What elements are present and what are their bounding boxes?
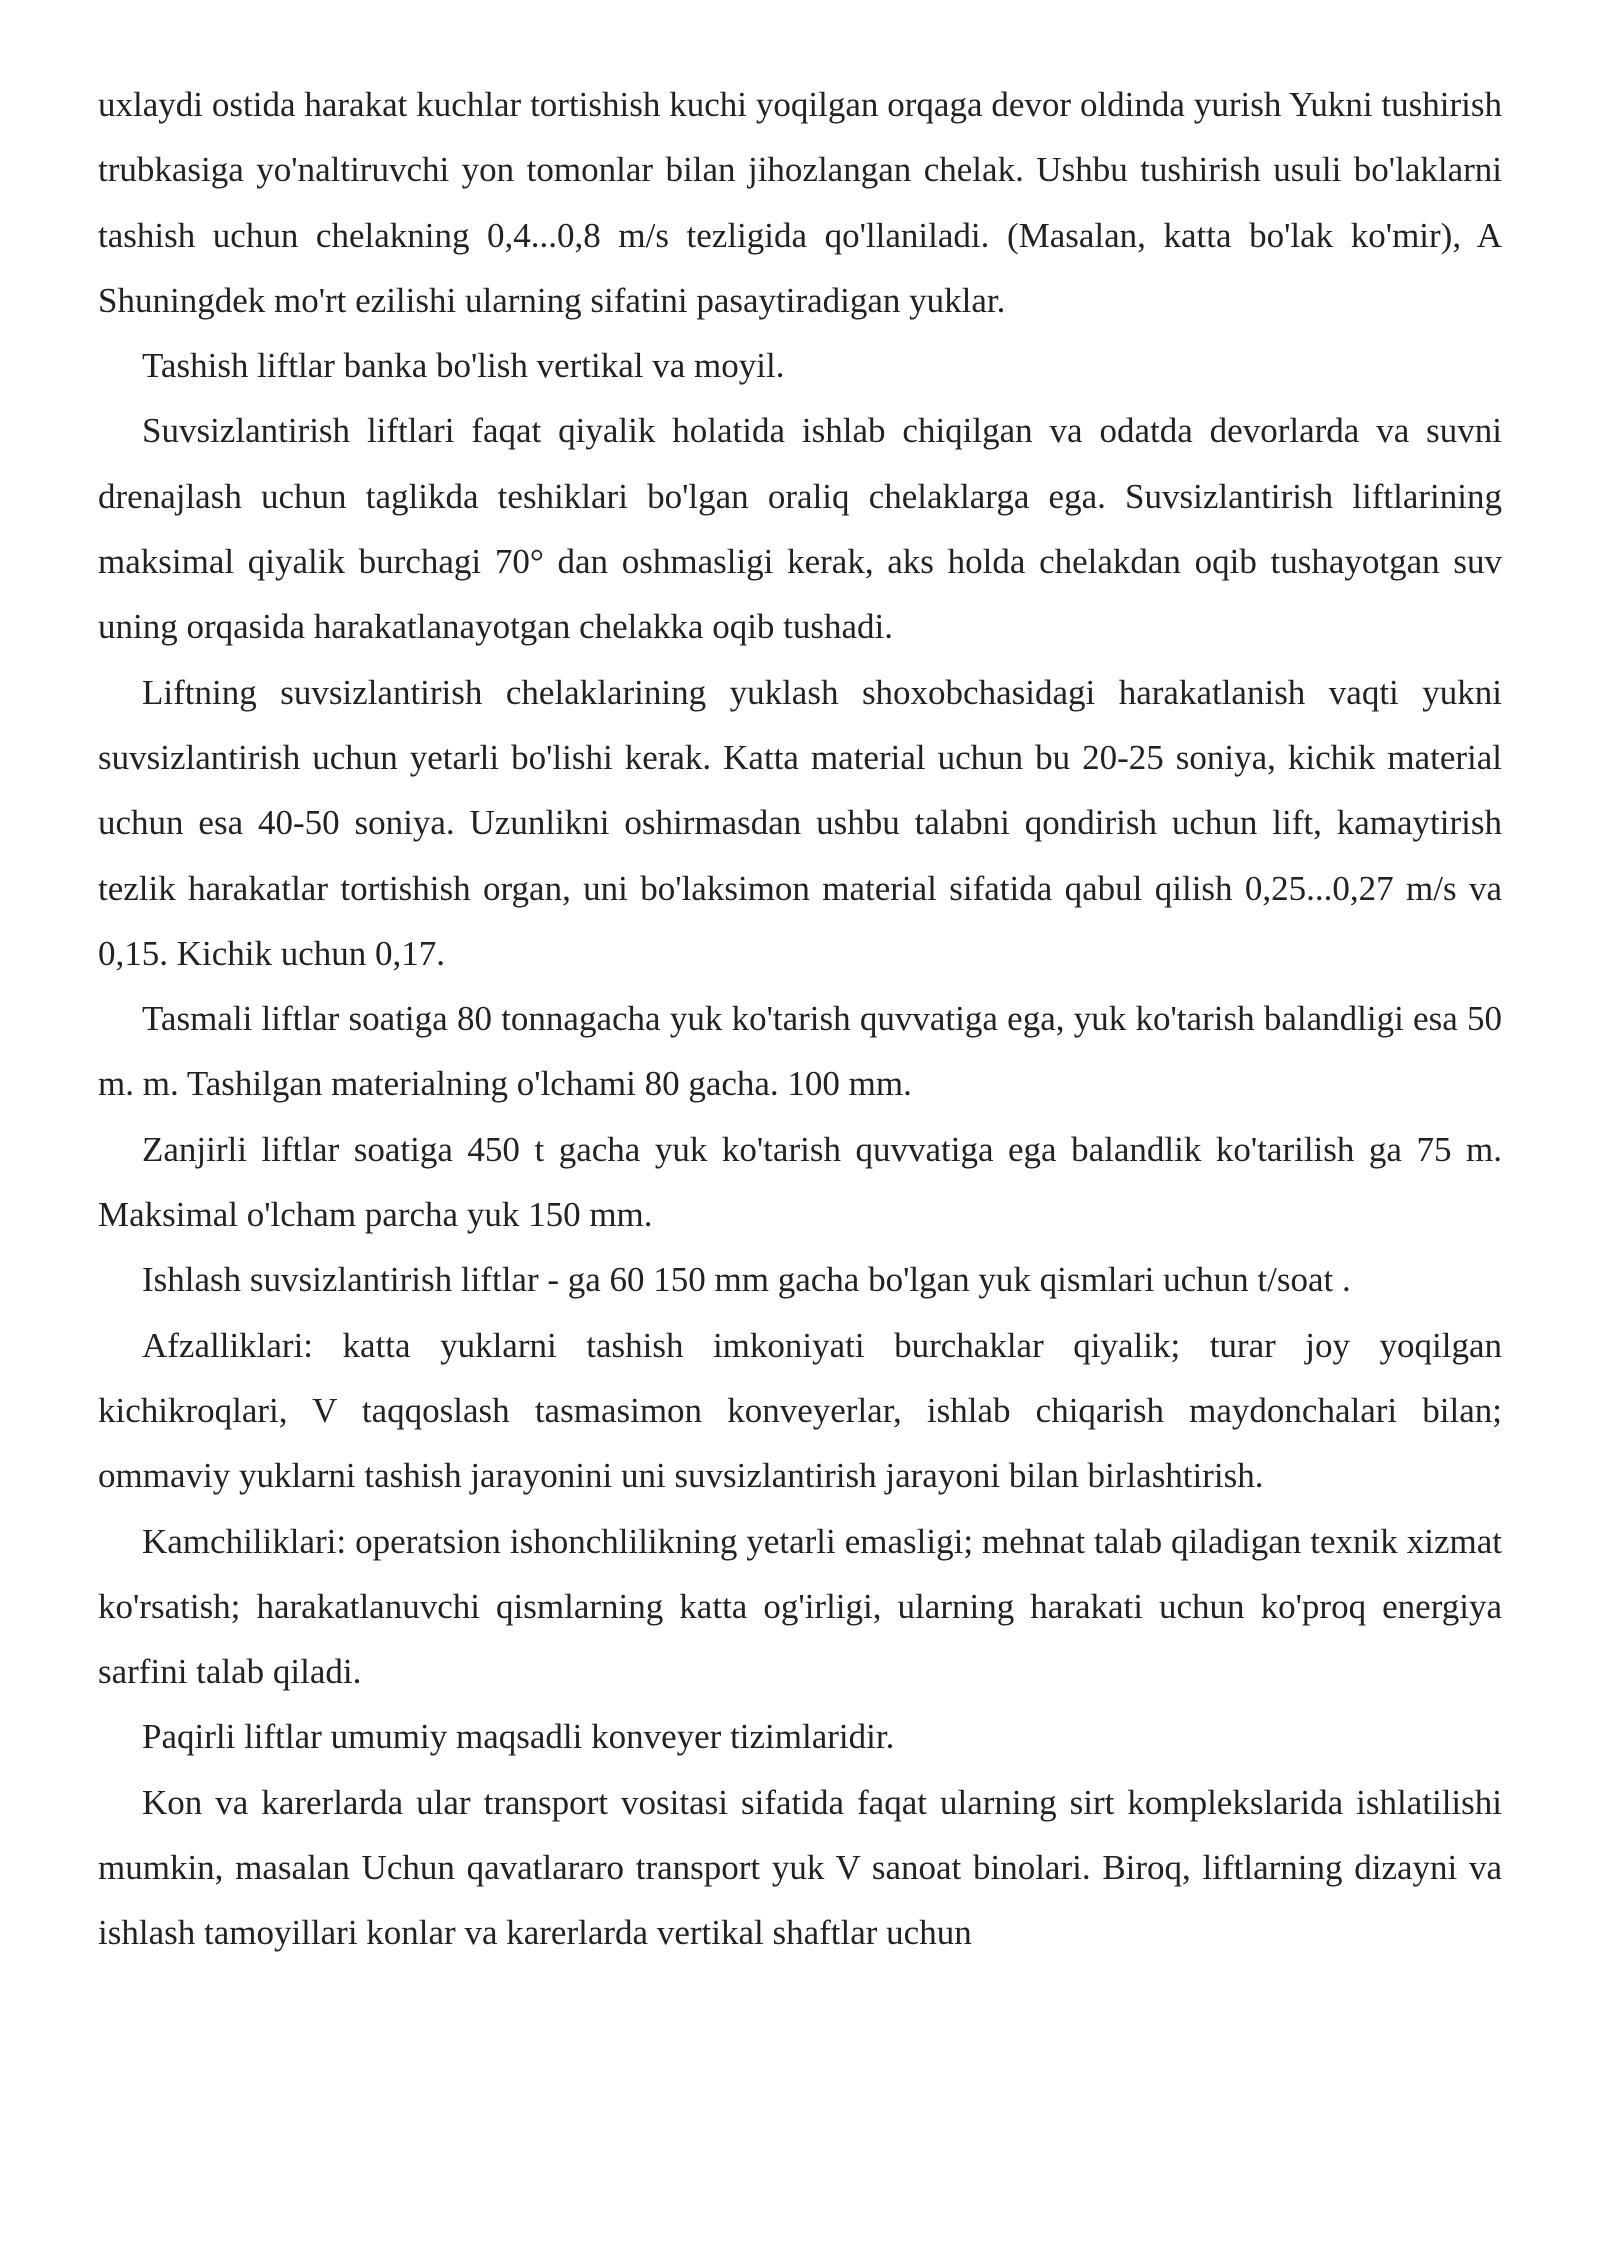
paragraph-disadvantages: Kamchiliklari: operatsion ishonchlilikning yetarli emasligi; mehnat talab qiladigan texnik xizmat ko'rsatish; harakatlanuvchi qismlarning katta og'irligi, ularning harakati uchun ko'proq energiya sarfini talab qiladi. — [98, 1521, 1502, 1692]
paragraph-lift-types: Tashish liftlar banka bo'lish vertikal va moyil. — [142, 346, 785, 386]
paragraph-dewatering-capacity: Ishlash suvsizlantirish liftlar - ga 60 150 mm gacha bo'lgan yuk qismlari uchun t/soat . — [142, 1260, 1351, 1300]
paragraph-continuation: uxlaydi ostida harakat kuchlar tortishish kuchi yoqilgan orqaga devor oldinda yurish Yukni tushirish trubkasiga yo'naltiruvchi yon tomonlar bilan jihozlangan chelak. Ushbu tushirish usuli bo'laklarni tashish uchun chelakning 0,4...0,8 m/s tezligida qo'llaniladi. (Masalan, katta bo'lak ko'mir), A Shuningdek mo'rt ezilishi ularning sifatini pasaytiradigan yuklar. — [98, 85, 1502, 320]
paragraph-chain-lifts: Zanjirli liftlar soatiga 450 t gacha yuk ko'tarish quvvatiga ega balandlik ko'tarilish ga 75 m. Maksimal o'lcham parcha yuk 150 mm. — [98, 1129, 1502, 1235]
paragraph-belt-lifts: Tasmali liftlar soatiga 80 tonnagacha yuk ko'tarish quvvatiga ega, yuk ko'tarish balandligi esa 50 m. m. Tashilgan materialning o'lchami 80 gacha. 100 mm. — [98, 999, 1502, 1104]
paragraph-advantages: Afzalliklari: katta yuklarni tashish imkoniyati burchaklar qiyalik; turar joy yoqilgan kichikroqlari, V taqqoslash tasmasimon konveyerlar, ishlab chiqarish maydonchalari bilan; ommaviy yuklarni tashish jarayonini uni suvsizlantirish jarayoni bilan birlashtirish. — [98, 1325, 1502, 1496]
document-page — [98, 72, 1502, 1966]
paragraph-bucket-lifts: Paqirli liftlar umumiy maqsadli konveyer tizimlaridir. — [142, 1717, 895, 1757]
paragraph-mines-quarries: Kon va karerlarda ular transport vositasi sifatida faqat ularning sirt komplekslarida ishlatilishi mumkin, masalan Uchun qavatlararo transport yuk V sanoat binolari. Biroq, liftlarning dizayni va ishlash tamoyillari konlar va karerlarda vertikal shaftlar uchun — [98, 1782, 1502, 1953]
paragraph-dewatering-time: Liftning suvsizlantirish chelaklarining yuklash shoxobchasidagi harakatlanish vaqti yukni suvsizlantirish uchun yetarli bo'lishi kerak. Katta material uchun bu 20-25 soniya, kichik material uchun esa 40-50 soniya. Uzunlikni oshirmasdan ushbu talabni qondirish uchun lift, kamaytirish tezlik harakatlar tortishish organ, uni bo'laksimon material sifatida qabul qilish 0,25...0,27 m/s va 0,15. Kichik uchun 0,17. — [98, 672, 1502, 973]
paragraph-dewatering-lifts: Suvsizlantirish liftlari faqat qiyalik holatida ishlab chiqilgan va odatda devorlarda va suvni drenajlash uchun taglikda teshiklari bo'lgan oraliq chelaklarga ega. Suvsizlantirish liftlarining maksimal qiyalik burchagi 70° dan oshmasligi kerak, aks holda chelakdan oqib tushayotgan suv uning orqasida harakatlanayotgan chelakka oqib tushadi. — [98, 411, 1502, 647]
